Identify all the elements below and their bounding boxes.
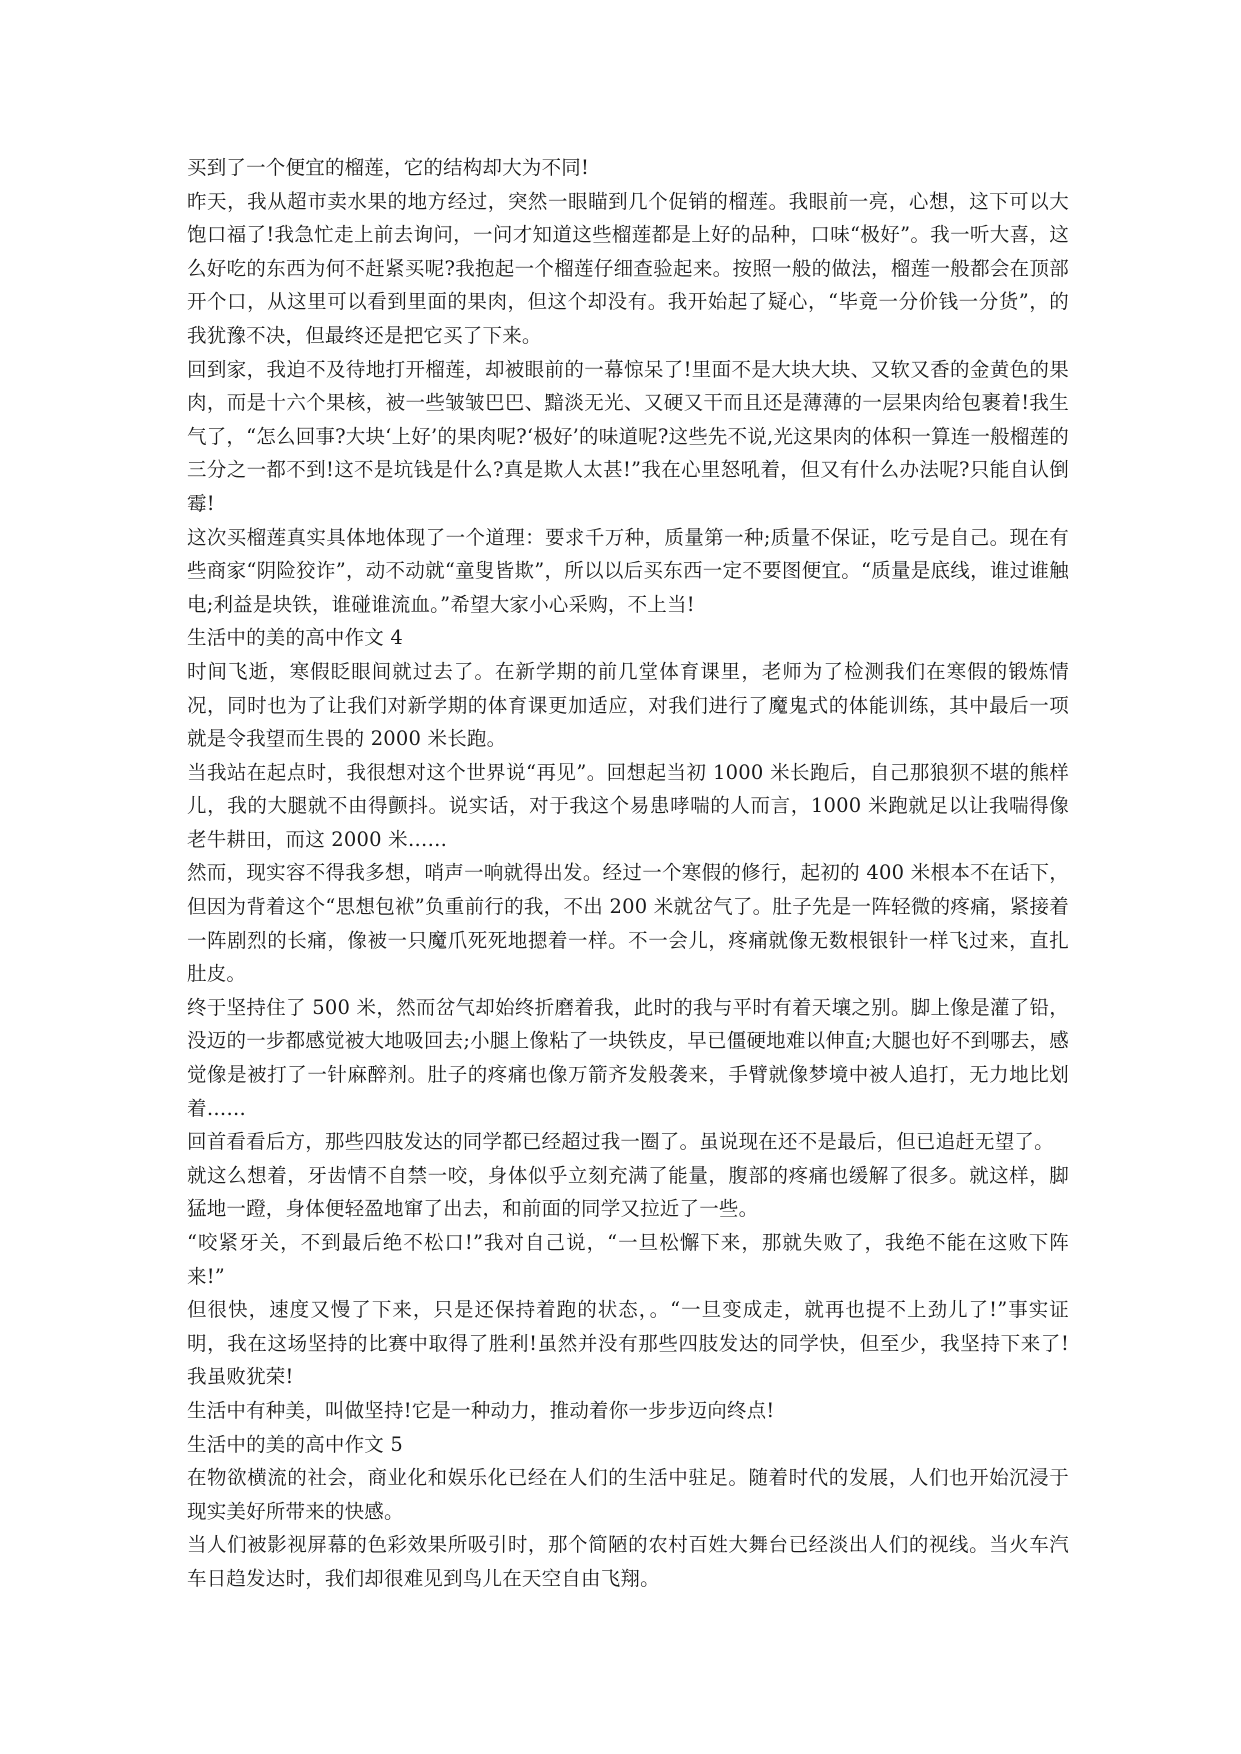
paragraph-durian-2: 回到家，我迫不及待地打开榴莲，却被眼前的一幕惊呆了!里面不是大块大块、又软又香的金黄色的果肉，而是十六个果核，被一些皱皱巴巴、黯淡无光、又硬又干而且还是薄薄的一层果肉给包裹着!我生气了，“怎么回事?大块‘上好’的果肉呢?‘极好’的味道呢?这些先不说,光这果肉的体积一算连一般榴莲的三分之一都不到!这不是坑钱是什么?真是欺人太甚!”我在心里怒吼着，但又有什么办法呢?只能自认倒霉! bbox=[187, 357, 1069, 515]
document-page bbox=[187, 151, 1069, 1596]
essay-4-heading: 生活中的美的高中作文 4 bbox=[187, 626, 404, 650]
paragraph-essay4-1: 时间飞逝，寒假眨眼间就过去了。在新学期的前几堂体育课里，老师为了检测我们在寒假的锻炼情况，同时也为了让我们对新学期的体育课更加适应，对我们进行了魔鬼式的体能训练，其中最后一项就是令我望而生畏的 2000 米长跑。 bbox=[187, 659, 1069, 751]
paragraph-essay4-3: 然而，现实容不得我多想，哨声一响就得出发。经过一个寒假的修行，起初的 400 米根本不在话下，但因为背着这个“思想包袱”负重前行的我，不出 200 米就岔气了。肚子先是一阵轻微的疼痛，紧接着一阵剧烈的长痛，像被一只魔爪死死地摁着一样。不一会儿，疼痛就像无数根银针一样飞过来，直扎肚皮。 bbox=[187, 861, 1069, 986]
paragraph-essay4-7: “咬紧牙关，不到最后绝不松口!”我对自己说，“一旦松懈下来，那就失败了，我绝不能在这败下阵来!” bbox=[187, 1231, 1069, 1288]
paragraph-essay4-8: 但很快，速度又慢了下来，只是还保持着跑的状态，。“一旦变成走，就再也提不上劲儿了!”事实证明，我在这场坚持的比赛中取得了胜利!虽然并没有那些四肢发达的同学快，但至少，我坚持下来了!我虽败犹荣! bbox=[187, 1298, 1069, 1389]
paragraph-durian-1: 昨天，我从超市卖水果的地方经过，突然一眼瞄到几个促销的榴莲。我眼前一亮，心想，这下可以大饱口福了!我急忙走上前去询问，一问才知道这些榴莲都是上好的品种，口味“极好”。我一听大喜，这么好吃的东西为何不赶紧买呢?我抱起一个榴莲仔细查验起来。按照一般的做法，榴莲一般都会在顶部开个口，从这里可以看到里面的果肉，但这个却没有。我开始起了疑心，“毕竟一分价钱一分货”，的我犹豫不决，但最终还是把它买了下来。 bbox=[187, 189, 1069, 347]
paragraph-essay5-1: 在物欲横流的社会，商业化和娱乐化已经在人们的生活中驻足。随着时代的发展，人们也开始沉浸于现实美好所带来的快感。 bbox=[187, 1466, 1069, 1523]
paragraph-essay4-2: 当我站在起点时，我很想对这个世界说“再见”。回想起当初 1000 米长跑后，自己那狼狈不堪的熊样儿，我的大腿就不由得颤抖。说实话，对于我这个易患哮喘的人而言，1000 米跑就足以让我喘得像老牛耕田，而这 2000 米…… bbox=[187, 760, 1069, 851]
paragraph-durian-3: 这次买榴莲真实具体地体现了一个道理：要求千万种，质量第一种;质量不保证，吃亏是自己。现在有些商家“阴险狡诈”，动不动就“童叟皆欺”，所以以后买东西一定不要图便宜。“质量是底线，谁过谁触电;利益是块铁，谁碰谁流血。”希望大家小心采购，不上当! bbox=[187, 525, 1069, 616]
paragraph-durian-title: 买到了一个便宜的榴莲，它的结构却大为不同! bbox=[187, 156, 590, 179]
paragraph-essay5-2: 当人们被影视屏幕的色彩效果所吸引时，那个简陋的农村百姓大舞台已经淡出人们的视线。当火车汽车日趋发达时，我们却很难见到鸟儿在天空自由飞翔。 bbox=[187, 1533, 1069, 1590]
essay-5-heading: 生活中的美的高中作文 5 bbox=[187, 1432, 404, 1456]
paragraph-essay4-5: 回首看看后方，那些四肢发达的同学都已经超过我一圈了。虽说现在还不是最后，但已追赶无望了。 bbox=[187, 1130, 1054, 1154]
paragraph-essay4-6: 就这么想着，牙齿情不自禁一咬，身体似乎立刻充满了能量，腹部的疼痛也缓解了很多。就这样，脚猛地一蹬，身体便轻盈地窜了出去，和前面的同学又拉近了一些。 bbox=[187, 1163, 1069, 1221]
paragraph-essay4-9: 生活中有种美，叫做坚持!它是一种动力，推动着你一步步迈向终点! bbox=[187, 1398, 775, 1422]
paragraph-essay4-4: 终于坚持住了 500 米，然而岔气却始终折磨着我，此时的我与平时有着天壤之别。脚上像是灌了铅，没迈的一步都感觉被大地吸回去;小腿上像粘了一块铁皮，早已僵硬地难以伸直;大腿也好不到哪去，感觉像是被打了一针麻醉剂。肚子的疼痛也像万箭齐发般袭来，手臂就像梦境中被人追打，无力地比划着…… bbox=[187, 995, 1069, 1120]
